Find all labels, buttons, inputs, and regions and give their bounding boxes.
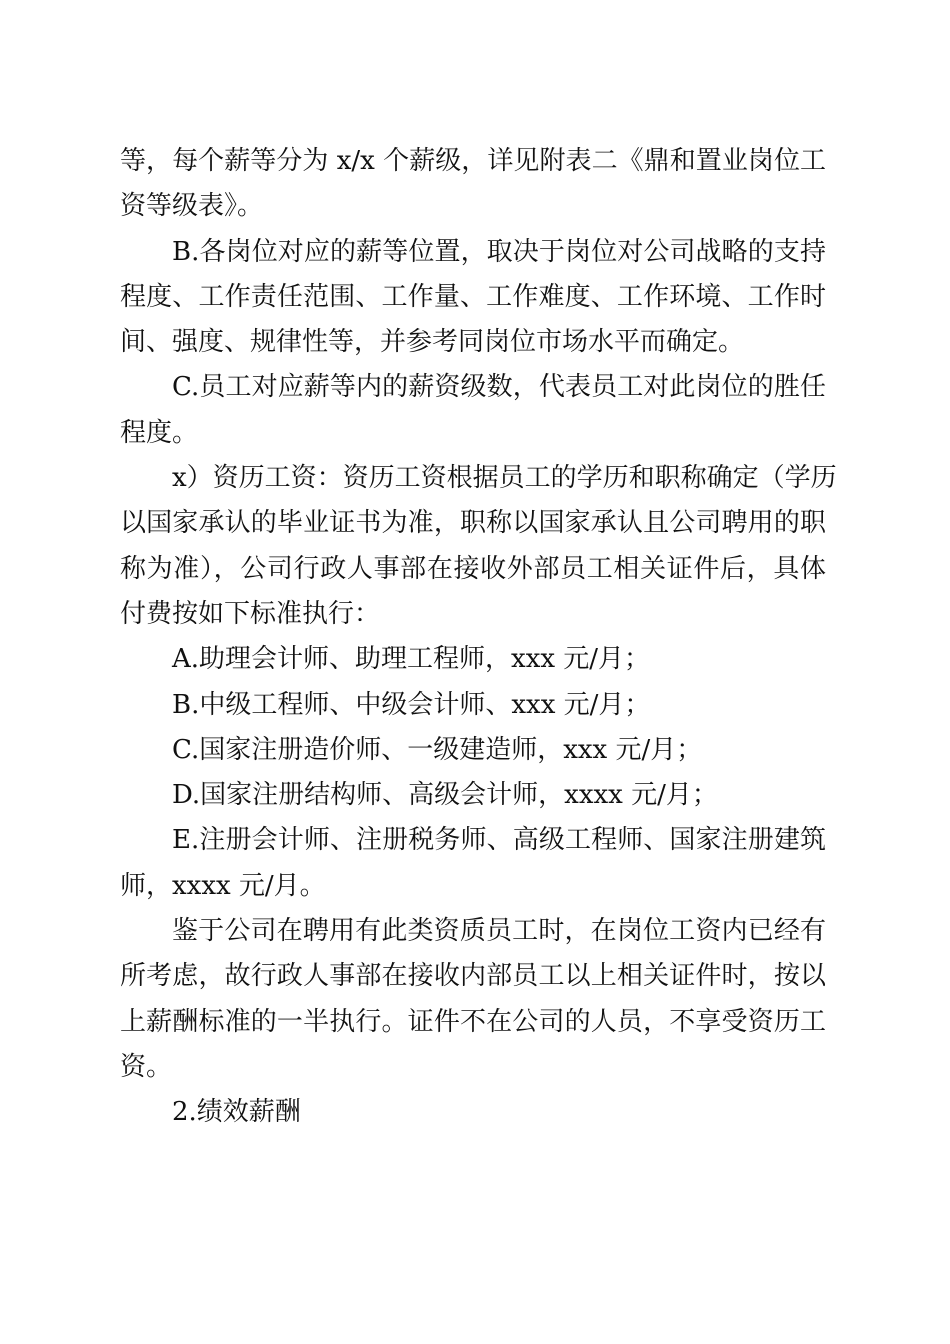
text-line: 程度。 [120, 417, 199, 448]
paragraph-item-b-position [120, 230, 826, 366]
text-line: 以国家承认的毕业证书为准，职称以国家承认且公司聘用的职 [120, 508, 826, 539]
text-line: E.注册会计师、注册税务师、高级工程师、国家注册建筑 [172, 825, 826, 856]
text-line: 等，每个薪等分为 x/x 个薪级，详见附表二《鼎和置业岗位工 [120, 146, 826, 176]
paragraph-standard-e [120, 818, 826, 909]
text-line: C.员工对应薪等内的薪资级数，代表员工对此岗位的胜任 [172, 372, 826, 403]
text-line: C.国家注册造价师、一级建造师，xxx 元/月； [172, 734, 703, 765]
document-body [120, 139, 837, 1136]
paragraph-item-c-grade-count [120, 365, 826, 456]
text-line: 间、强度、规律性等，并参考同岗位市场水平而确定。 [120, 327, 745, 358]
text-line: 程度、工作责任范围、工作量、工作难度、工作环境、工作时 [120, 281, 826, 312]
text-line: 师，xxxx 元/月。 [120, 870, 326, 901]
text-line: 2.绩效薪酬 [172, 1097, 301, 1128]
text-line: 鉴于公司在聘用有此类资质员工时，在岗位工资内已经有 [172, 916, 826, 947]
text-line: 所考虑，故行政人事部在接收内部员工以上相关证件时，按以 [120, 961, 826, 992]
text-line: 资。 [120, 1051, 173, 1082]
paragraph-standard-a [120, 637, 826, 682]
paragraph-standard-c [120, 728, 826, 773]
text-line: 称为准），公司行政人事部在接收外部员工相关证件后，具体 [120, 553, 826, 584]
heading-performance-pay [120, 1090, 826, 1135]
paragraph-standard-d [120, 773, 826, 818]
text-line: B.中级工程师、中级会计师、xxx 元/月； [172, 689, 651, 720]
text-line: A.助理会计师、助理工程师，xxx 元/月； [172, 644, 651, 675]
text-line: D.国家注册结构师、高级会计师，xxxx 元/月； [172, 780, 718, 811]
text-line: B.各岗位对应的薪等位置，取决于岗位对公司战略的支持 [172, 236, 826, 267]
paragraph-internal-staff-rule [120, 909, 826, 1090]
paragraph-standard-b [120, 683, 826, 728]
text-line: x）资历工资：资历工资根据员工的学历和职称确定（学历 [172, 463, 837, 494]
paragraph-salary-grade-intro [120, 139, 826, 230]
paragraph-qualification-salary [120, 456, 837, 637]
text-line: 上薪酬标准的一半执行。证件不在公司的人员，不享受资历工 [120, 1006, 826, 1037]
text-line: 付费按如下标准执行： [120, 598, 381, 629]
text-line: 资等级表》。 [120, 191, 264, 222]
